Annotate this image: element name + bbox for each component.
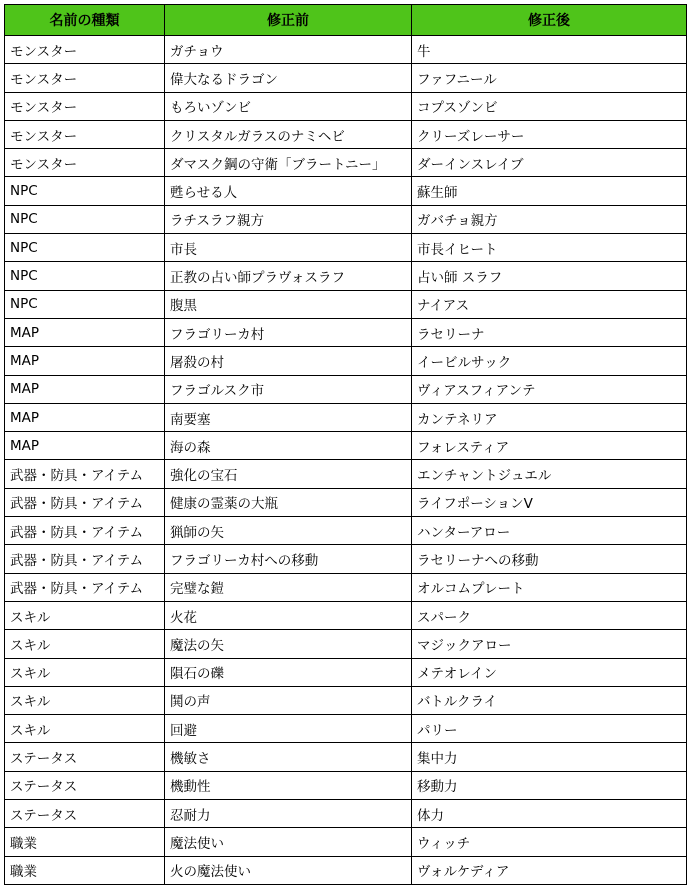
- cell-after: カンテネリア: [412, 403, 687, 431]
- table-row: [5, 856, 687, 884]
- cell-before: 健康の霊薬の大瓶: [165, 488, 412, 516]
- cell-after: メテオレイン: [412, 658, 687, 686]
- cell-after: ヴォルケディア: [412, 856, 687, 884]
- table-row: [5, 432, 687, 460]
- cell-after: イービルサック: [412, 347, 687, 375]
- table-row: [5, 149, 687, 177]
- cell-before: 市長: [165, 234, 412, 262]
- table-row: [5, 403, 687, 431]
- table-row: [5, 347, 687, 375]
- table-row: [5, 92, 687, 120]
- cell-before: 猟師の矢: [165, 517, 412, 545]
- cell-before: 機動性: [165, 771, 412, 799]
- cell-after: スパーク: [412, 601, 687, 629]
- cell-name-type: ステータス: [5, 743, 165, 771]
- cell-after: パリー: [412, 715, 687, 743]
- table-row: [5, 743, 687, 771]
- cell-before: フラゴルスク市: [165, 375, 412, 403]
- cell-name-type: MAP: [5, 318, 165, 346]
- cell-name-type: NPC: [5, 262, 165, 290]
- cell-after: ライフポーションⅤ: [412, 488, 687, 516]
- cell-before: クリスタルガラスのナミヘビ: [165, 120, 412, 148]
- cell-name-type: スキル: [5, 601, 165, 629]
- table-row: [5, 573, 687, 601]
- table-row: [5, 630, 687, 658]
- header-name-type: 名前の種類: [5, 5, 165, 36]
- table-row: [5, 36, 687, 64]
- cell-name-type: 武器・防具・アイテム: [5, 517, 165, 545]
- cell-before: ダマスク鋼の守衛「ブラートニー」: [165, 149, 412, 177]
- cell-before: ラチスラフ親方: [165, 205, 412, 233]
- cell-before: 魔法使い: [165, 828, 412, 856]
- cell-name-type: スキル: [5, 658, 165, 686]
- cell-before: フラゴリーカ村: [165, 318, 412, 346]
- cell-after: 移動力: [412, 771, 687, 799]
- cell-after: ナイアス: [412, 290, 687, 318]
- table-row: [5, 771, 687, 799]
- cell-name-type: スキル: [5, 715, 165, 743]
- cell-name-type: モンスター: [5, 36, 165, 64]
- cell-name-type: モンスター: [5, 120, 165, 148]
- cell-name-type: MAP: [5, 403, 165, 431]
- cell-after: クリーズレーサー: [412, 120, 687, 148]
- cell-before: もろいゾンビ: [165, 92, 412, 120]
- cell-name-type: スキル: [5, 630, 165, 658]
- cell-name-type: 武器・防具・アイテム: [5, 460, 165, 488]
- table-row: [5, 290, 687, 318]
- table-row: [5, 262, 687, 290]
- rename-sheet: [4, 4, 687, 885]
- cell-after: ウィッチ: [412, 828, 687, 856]
- cell-name-type: MAP: [5, 347, 165, 375]
- cell-after: 牛: [412, 36, 687, 64]
- table-row: [5, 460, 687, 488]
- cell-name-type: NPC: [5, 177, 165, 205]
- cell-after: ファフニール: [412, 64, 687, 92]
- cell-name-type: 武器・防具・アイテム: [5, 488, 165, 516]
- cell-name-type: スキル: [5, 686, 165, 714]
- cell-before: 機敏さ: [165, 743, 412, 771]
- cell-before: 偉大なるドラゴン: [165, 64, 412, 92]
- cell-before: 回避: [165, 715, 412, 743]
- cell-name-type: MAP: [5, 432, 165, 460]
- cell-after: 体力: [412, 800, 687, 828]
- table-row: [5, 120, 687, 148]
- cell-after: 蘇生師: [412, 177, 687, 205]
- cell-name-type: 職業: [5, 856, 165, 884]
- table-row: [5, 488, 687, 516]
- cell-before: 魔法の矢: [165, 630, 412, 658]
- cell-after: オルコムプレート: [412, 573, 687, 601]
- cell-before: 屠殺の村: [165, 347, 412, 375]
- cell-before: 完璧な鎧: [165, 573, 412, 601]
- cell-after: エンチャントジュエル: [412, 460, 687, 488]
- cell-before: 火花: [165, 601, 412, 629]
- table-row: [5, 177, 687, 205]
- cell-before: 海の森: [165, 432, 412, 460]
- cell-before: 忍耐力: [165, 800, 412, 828]
- header-after: 修正後: [412, 5, 687, 36]
- cell-name-type: NPC: [5, 234, 165, 262]
- cell-before: 火の魔法使い: [165, 856, 412, 884]
- table-row: [5, 686, 687, 714]
- cell-before: 甦らせる人: [165, 177, 412, 205]
- table-row: [5, 828, 687, 856]
- cell-after: ヴィアスフィアンテ: [412, 375, 687, 403]
- header-before: 修正前: [165, 5, 412, 36]
- table-row: [5, 318, 687, 346]
- cell-name-type: 職業: [5, 828, 165, 856]
- cell-after: バトルクライ: [412, 686, 687, 714]
- cell-before: 強化の宝石: [165, 460, 412, 488]
- cell-name-type: モンスター: [5, 92, 165, 120]
- cell-before: ガチョウ: [165, 36, 412, 64]
- cell-before: 南要塞: [165, 403, 412, 431]
- table-row: [5, 800, 687, 828]
- rename-table: [4, 4, 687, 885]
- cell-before: フラゴリーカ村への移動: [165, 545, 412, 573]
- cell-after: ダーインスレイブ: [412, 149, 687, 177]
- cell-name-type: 武器・防具・アイテム: [5, 573, 165, 601]
- cell-name-type: NPC: [5, 205, 165, 233]
- cell-after: ハンターアロー: [412, 517, 687, 545]
- table-row: [5, 517, 687, 545]
- cell-after: ラセリーナ: [412, 318, 687, 346]
- cell-after: 占い師 スラフ: [412, 262, 687, 290]
- cell-name-type: ステータス: [5, 800, 165, 828]
- cell-name-type: ステータス: [5, 771, 165, 799]
- cell-before: 鬨の声: [165, 686, 412, 714]
- cell-after: 集中力: [412, 743, 687, 771]
- cell-before: 腹黒: [165, 290, 412, 318]
- table-row: [5, 601, 687, 629]
- table-row: [5, 658, 687, 686]
- table-row: [5, 375, 687, 403]
- table-row: [5, 64, 687, 92]
- cell-name-type: 武器・防具・アイテム: [5, 545, 165, 573]
- cell-after: フォレスティア: [412, 432, 687, 460]
- cell-name-type: NPC: [5, 290, 165, 318]
- cell-before: 隕石の礫: [165, 658, 412, 686]
- header-row: [5, 5, 687, 36]
- cell-name-type: モンスター: [5, 149, 165, 177]
- table-body: [5, 36, 687, 885]
- cell-after: 市長イヒート: [412, 234, 687, 262]
- cell-after: コプスゾンビ: [412, 92, 687, 120]
- cell-name-type: モンスター: [5, 64, 165, 92]
- cell-before: 正教の占い師プラヴォスラフ: [165, 262, 412, 290]
- cell-after: マジックアロー: [412, 630, 687, 658]
- cell-after: ガバチョ親方: [412, 205, 687, 233]
- table-row: [5, 205, 687, 233]
- cell-after: ラセリーナへの移動: [412, 545, 687, 573]
- table-row: [5, 545, 687, 573]
- table-row: [5, 715, 687, 743]
- cell-name-type: MAP: [5, 375, 165, 403]
- table-row: [5, 234, 687, 262]
